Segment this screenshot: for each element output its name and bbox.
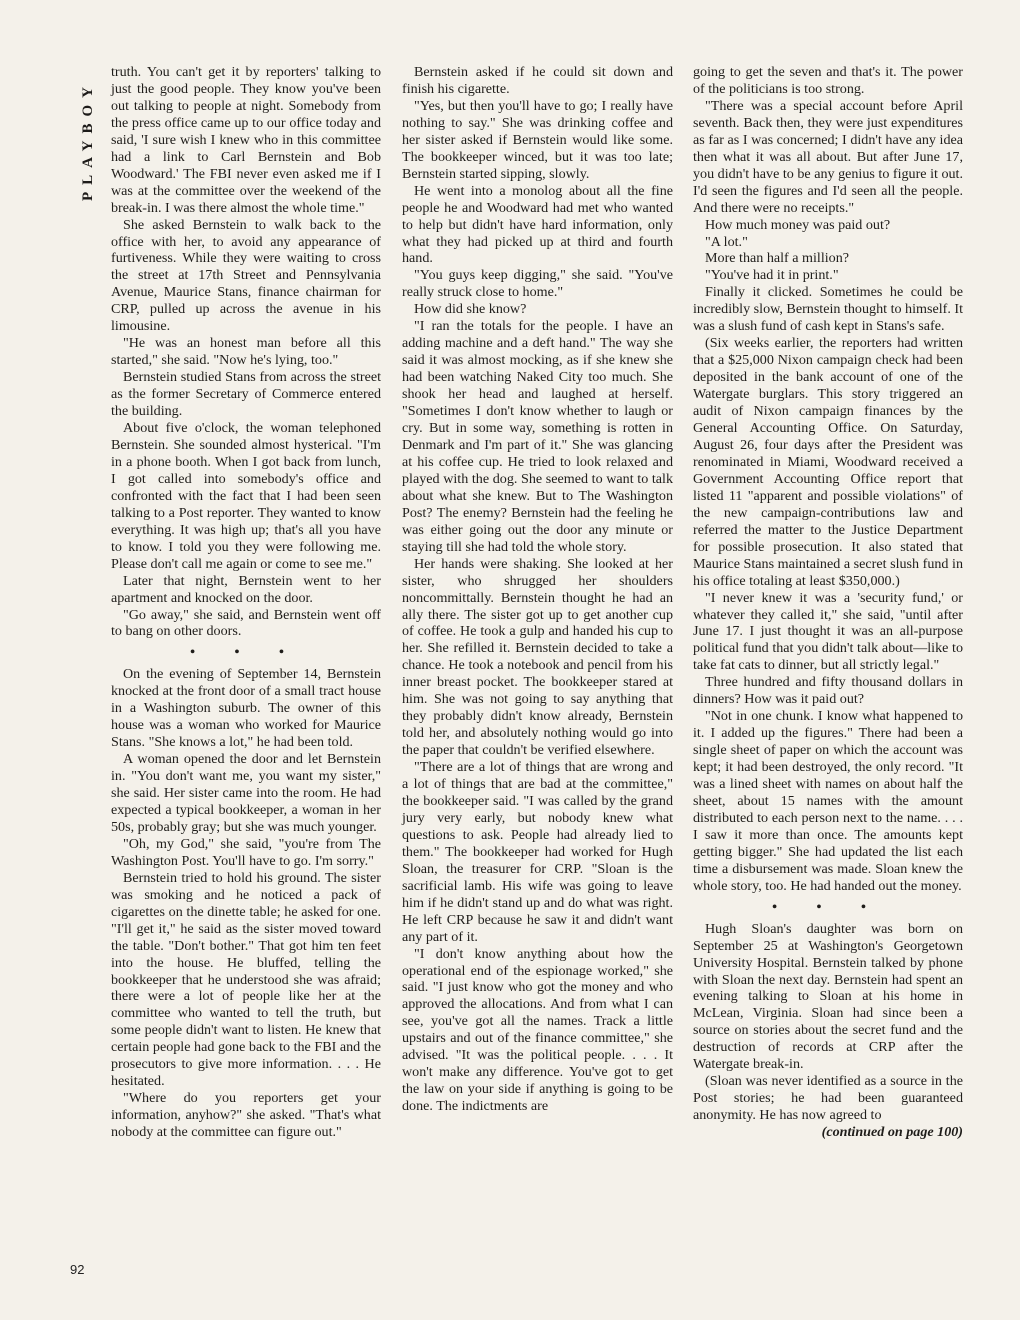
paragraph: Bernstein asked if he could sit down and finish his cigarette. (402, 64, 673, 97)
continuation-note: (continued on page 100) (821, 1124, 963, 1141)
paragraph: (Sloan was never identified as a source in the Post stories; he had been guaranteed anonymity. He has now agreed to (693, 1073, 963, 1124)
paragraph: "Go away," she said, and Bernstein went off to bang on other doors. (111, 606, 381, 640)
magazine-name-vertical (68, 60, 108, 220)
paragraph: How much money was paid out? (705, 216, 891, 233)
paragraph: Finally it clicked. Sometimes he could be incredibly slow, Bernstein thought to himself. It was a slush fund of cash kept in Stans's safe. (693, 284, 963, 335)
page-number: 92 (70, 1262, 85, 1277)
paragraph: She asked Bernstein to walk back to the office with her, to avoid any appearance of furtiveness. While they were waiting to cross the street at 17th Street and Pennsylvania Avenue, Maurice Stans, finance chairman for CRP, pulled up across the avenue in his limousine. (111, 216, 381, 335)
paragraph: "A lot." (705, 233, 748, 250)
paragraph: More than half a million? (705, 250, 850, 267)
paragraph: going to get the seven and that's it. The power of the politicians is too strong. (693, 64, 963, 97)
paragraph: Bernstein tried to hold his ground. The sister was smoking and he noticed a pack of cigarettes on the dinette table; he asked for one. "I'll get it," he said as the sister moved toward the table. "Don't bother." That got him ten feet into the house. He bluffed, telling the bookkeeper that he understood she was afraid; there were a lot of people like her at the committee who wanted to tell the truth, but some people didn't want to listen. He knew that certain people had gone back to the FBI and the prosecutors to give more information. . . . He hesitated. (111, 869, 381, 1090)
paragraph: "Yes, but then you'll have to go; I really have nothing to say." She was drinking coffee and her sister asked if Bernstein would like some. The bookkeeper winced, but it was too late; Bernstein started sipping, slowly. (402, 97, 673, 182)
paragraph: "I ran the totals for the people. I have an adding machine and a deft hand." The way she said it was almost mocking, as if she knew she had been watching Naked City too much. She shook her head and laughed at herself. "Sometimes I don't know whether to laugh or cry. But in some way, something is rotten in Denmark and I'm part of it." She was glancing at his coffee cup. He tried to look relaxed and played with the dog. She seemed to want to talk about what she knew. But to The Washington Post? The enemy? Bernstein had the feeling he was either going out the door any minute or staying till she had told the whole story. (402, 318, 673, 555)
paragraph: "Where do you reporters get your information, anyhow?" she asked. "That's what nobody at the committee can figure out." (111, 1090, 381, 1141)
paragraph: "I never knew it was a 'security fund,' or whatever they called it," she said, "until after June 17. I just thought it was an all-purpose political fund that you didn't talk about—like to take fat cats to dinner, but all strictly legal." (693, 589, 963, 674)
paragraph: He went into a monolog about all the fine people he and Woodward had met who wanted to help but didn't have hard information, only what they had picked up at third and fourth hand. (402, 182, 673, 267)
paragraph: "There was a special account before April seventh. Back then, they were just expenditures as far as I was concerned; I didn't have any idea then what it was all about. But after June 17, you didn't have to be any genius to figure it out. I'd seen the figures and I'd seen all the people. And there were no receipts." (693, 97, 963, 216)
paragraph: "There are a lot of things that are wrong and a lot of things that are bad at the committee," the bookkeeper said. "I was called by the grand jury very early, but nobody knew what questions to ask. People had already lied to them." The bookkeeper had worked for Hugh Sloan, the treasurer for CRP. "Sloan is the sacrificial lamb. His wife was going to leave him if he didn't stand up and do what was right. He left CRP because he saw it and didn't want any part of it. (402, 759, 673, 945)
section-separator: • • • (190, 644, 302, 661)
paragraph: About five o'clock, the woman telephoned Bernstein. She sounded almost hysterical. "I'm in a phone booth. When I got back from lunch, I got called into somebody's office and confronted with the fact that I had been seen talking to a Post reporter. They wanted to know everything. It was high up; that's all you have to know. I told you they were following me. Please don't call me again or come to see me." (111, 420, 381, 572)
paragraph: "You guys keep digging," she said. "You've really struck close to home." (402, 267, 673, 301)
text-column-2 (402, 64, 673, 1115)
paragraph: Hugh Sloan's daughter was born on September 25 at Washington's Georgetown University Hospital. Bernstein talked by phone with Sloan the next day. Bernstein had spent an evening talking to Sloan at his home in McLean, Virginia. Sloan had since been a source on stories about the secret fund and the destruction of records at CRP after the Watergate break-in. (693, 920, 963, 1073)
paragraph: "You've had it in print." (705, 267, 839, 284)
paragraph: "Not in one chunk. I know what happened to it. I added up the figures." There had been a single sheet of paper on which the account was kept; it had been destroyed, the only record. "It was a lined sheet with names on about half the sheet, about 15 names with the amount distributed to each person next to the name. . . . I saw it more than once. The amounts kept getting bigger." She had updated the list each time a disbursement was made. Sloan knew the whole story, too. He had handed out the money. (693, 708, 963, 894)
text-column-1 (111, 64, 381, 1141)
paragraph: Later that night, Bernstein went to her apartment and knocked on the door. (111, 572, 381, 606)
paragraph: How did she know? (414, 301, 527, 318)
paragraph: "I don't know anything about how the operational end of the espionage worked," she said. "I just know who got the money and who approved the allocations. And from what I can see, you've got all the names. Track a little upstairs and out of the finance committee," she advised. "It was the political people. . . . It won't make any difference. You've got to get the law on your side if anything is going to be done. The indictments are (402, 945, 673, 1115)
paragraph: A woman opened the door and let Bernstein in. "You don't want me, you want my sister," she said. Her sister came into the room. He had expected a typical bookkeeper, a woman in her 50s, probably gray; but she was much younger. (111, 751, 381, 835)
paragraph: Three hundred and fifty thousand dollars in dinners? How was it paid out? (693, 674, 963, 708)
magazine-name: PLAYBOY (79, 79, 96, 201)
paragraph: (Six weeks earlier, the reporters had written that a $25,000 Nixon campaign check had been deposited in the bank account of one of the Watergate burglars. This story triggered an audit of Nixon campaign finances by the General Accounting Office. On Saturday, August 26, four days after the President was renominated in Miami, Woodward received a Government Accounting Office report that listed 11 "apparent and possible violations" of the new campaign-contributions law and referred the matter to the Justice Department for possible prosecution. It also stated that Maurice Stans maintained a secret slush fund in his office totaling at least $350,000.) (693, 335, 963, 589)
paragraph: "Oh, my God," she said, "you're from The Washington Post. You'll have to go. I'm sorry." (111, 835, 381, 869)
paragraph: Her hands were shaking. She looked at her sister, who shrugged her shoulders noncommittally. Bernstein thought he had an ally there. The sister got up to get another cup of coffee. He took a gulp and handed his cup to her. She refilled it. Bernstein decided to take a chance. He took a notebook and pencil from his inner breast pocket. The bookkeeper stared at him. She was not going to say anything that they probably didn't know already, Bernstein told her, and absolutely nothing would go into the paper that couldn't be verified elsewhere. (402, 555, 673, 759)
text-column-3 (693, 64, 963, 1141)
paragraph: "He was an honest man before all this started," she said. "Now he's lying, too." (111, 335, 381, 369)
paragraph: On the evening of September 14, Bernstein knocked at the front door of a small tract house in a Washington suburb. The owner of this house was a woman who worked for Maurice Stans. "She knows a lot," he had been told. (111, 666, 381, 751)
paragraph: truth. You can't get it by reporters' talking to just the good people. They know you've been out talking to people at night. Somebody from the press office came up to our office today and said, 'I sure wish I knew who in this committee had a link to Carl Bernstein and Bob Woodward.' The FBI never even asked me if I was at the committee over the weekend of the break-in. I was there almost the whole time." (111, 64, 381, 216)
section-separator: • • • (772, 898, 884, 915)
paragraph: Bernstein studied Stans from across the street as the former Secretary of Commerce entered the building. (111, 369, 381, 420)
